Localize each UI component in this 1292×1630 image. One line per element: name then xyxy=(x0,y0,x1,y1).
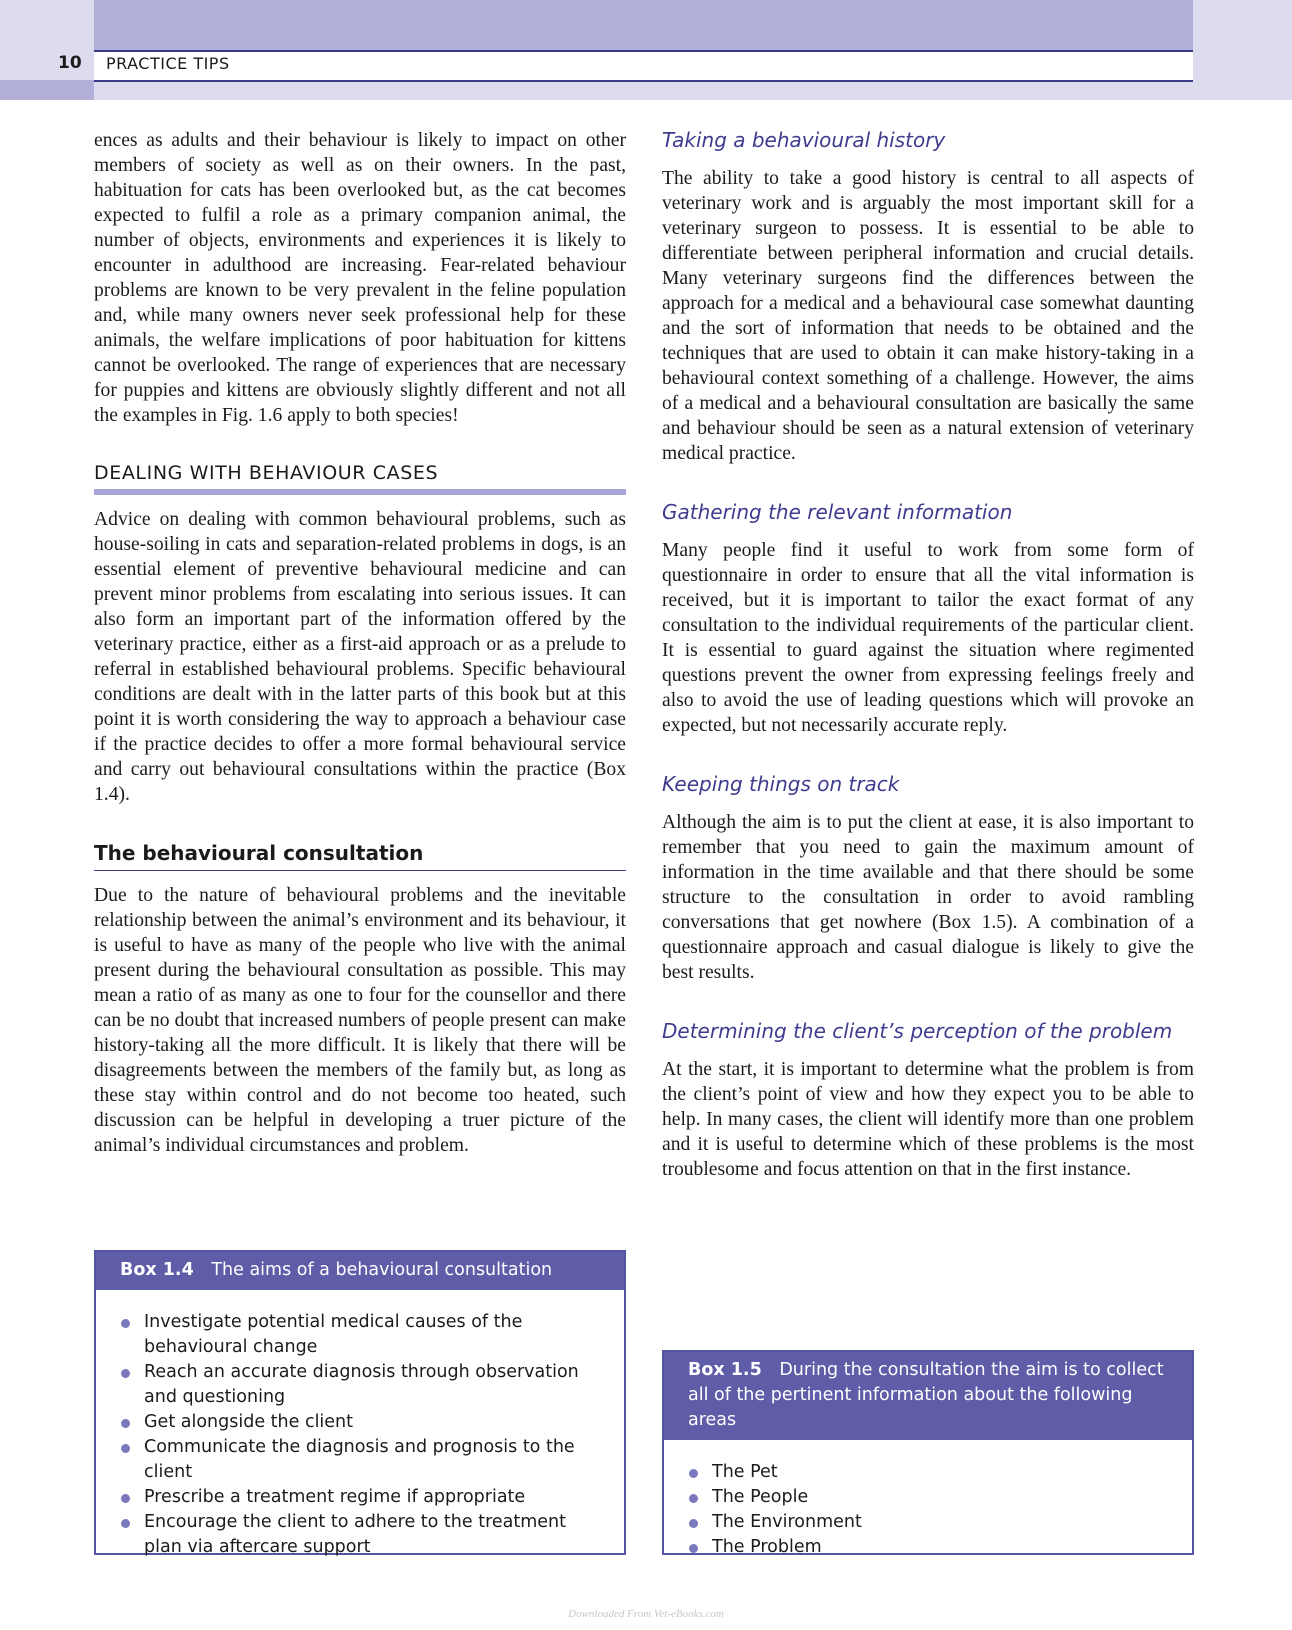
list-item: Get alongside the client xyxy=(120,1410,600,1435)
box-1-4-number: Box 1.4 xyxy=(120,1260,194,1280)
bullet-icon xyxy=(121,1419,130,1428)
left-column xyxy=(94,128,626,1158)
heading-taking-history: Taking a behavioural history xyxy=(662,128,946,152)
header-left-strip xyxy=(0,80,94,100)
bullet-icon xyxy=(689,1469,698,1478)
bullet-icon xyxy=(121,1519,130,1528)
paragraph-taking-history: The ability to take a good history is central to all aspects of veterinary work and is arguably the most important skill for a veterinary surgeon to possess. It is essential to be able to differentiate between peripheral information and crucial details. Many veterinary surgeons find the differences between the approach for a medical and a behavioural case somewhat daunting and the sort of information that needs to be obtained and the techniques that are used to obtain it can make history-taking in a behavioural context something of a challenge. However, the aims of a medical and a behavioural consultation are basically the same and behaviour should be seen as a natural extension of veterinary medical practice. xyxy=(662,168,1194,464)
heading-client-perception: Determining the client’s perception of the problem xyxy=(662,1019,1173,1043)
header-under-band xyxy=(94,82,1193,100)
list-item: The Pet xyxy=(688,1460,1168,1485)
box-1-5 xyxy=(662,1350,1194,1555)
subsection-heading: The behavioural consultation xyxy=(94,841,626,871)
header-right-band xyxy=(1193,0,1292,100)
box-1-4-header xyxy=(96,1252,624,1290)
box-1-4-title: The aims of a behavioural consultation xyxy=(211,1260,553,1280)
bullet-icon xyxy=(121,1444,130,1453)
list-item: The Problem xyxy=(688,1535,1168,1560)
section-paragraph: Advice on dealing with common behavioural problems, such as house-soiling in cats and separation-related problems in dogs, is an essential element of preventive behavioural medicine and can prevent minor problems from escalating into serious issues. It can also form an important part of the information offered by the veterinary practice, either as a first-aid approach or as a prelude to referral in established behavioural problems. Specific behavioural conditions are dealt with in the latter parts of this book but at this point it is worth considering the way to approach a behaviour case if the practice decides to offer a more formal behavioural service and carry out behavioural consultations within the practice (Box 1.4). xyxy=(94,509,626,805)
list-item: Reach an accurate diagnosis through observation and questioning xyxy=(120,1360,600,1410)
box-1-5-title: During the consultation the aim is to collect all of the pertinent information about the following areas xyxy=(688,1360,1164,1430)
intro-paragraph: ences as adults and their behaviour is likely to impact on other members of society as well as on their owners. In the past, habituation for cats has been overlooked but, as the cat becomes expected to fulfil a role as a primary companion animal, the number of objects, environments and experiences it is likely to encounter in adulthood are increasing. Fear-related behaviour problems are known to be very prevalent in the feline population and, while many owners never seek professional help for these animals, the welfare implications of poor habituation for kittens cannot be overlooked. The range of experiences that are necessary for puppies and kittens are obviously slightly different and not all the examples in Fig. 1.6 apply to both species! xyxy=(94,130,626,426)
box-1-5-header xyxy=(664,1352,1192,1440)
bullet-icon xyxy=(121,1319,130,1328)
heading-keeping-track: Keeping things on track xyxy=(662,772,900,796)
box-1-4-list xyxy=(96,1290,624,1578)
paragraph-gathering-info: Many people find it useful to work from some form of questionnaire in order to ensure that all the vital information is received, but it is important to tailor the exact format of any consultation to the individual requirements of the particular client. It is essential to guard against the situation where regimented questions prevent the owner from expressing feelings freely and also to avoid the use of leading questions which will provoke an expected, but not necessarily accurate reply. xyxy=(662,540,1194,736)
list-item: Communicate the diagnosis and prognosis to the client xyxy=(120,1435,600,1485)
header-band xyxy=(94,0,1193,52)
section-heading: DEALING WITH BEHAVIOUR CASES xyxy=(94,462,626,495)
heading-gathering-info: Gathering the relevant information xyxy=(662,500,1013,524)
list-item: The Environment xyxy=(688,1510,1168,1535)
bullet-icon xyxy=(689,1544,698,1553)
bullet-icon xyxy=(689,1494,698,1503)
list-item: Encourage the client to adhere to the treatment plan via aftercare support xyxy=(120,1510,600,1560)
paragraph-client-perception: At the start, it is important to determine what the problem is from the client’s point of view and how they expect you to be able to help. In many cases, the client will identify more than one problem and it is useful to determine which of these problems is the most troublesome and focus attention on that in the first instance. xyxy=(662,1059,1194,1180)
header-strip xyxy=(94,52,1193,82)
bullet-icon xyxy=(689,1519,698,1528)
subsection-paragraph: Due to the nature of behavioural problems and the inevitable relationship between the animal’s environment and its behaviour, it is useful to have as many of the people who live with the animal present during the behavioural consultation as possible. This may mean a ratio of as many as one to four for the counsellor and there can be no doubt that increased numbers of people present can make history-taking all the more difficult. It is likely that there will be disagreements between the members of the family but, as long as these stay within control and do not become too heated, such discussion can be helpful in developing a truer picture of the animal’s individual circumstances and problem. xyxy=(94,885,626,1156)
list-item: Prescribe a treatment regime if appropriate xyxy=(120,1485,600,1510)
bullet-icon xyxy=(121,1494,130,1503)
list-item: Investigate potential medical causes of the behavioural change xyxy=(120,1310,600,1360)
footer-watermark: Downloaded From Vet-eBooks.com xyxy=(568,1608,724,1620)
right-column xyxy=(662,128,1194,1182)
list-item: The People xyxy=(688,1485,1168,1510)
running-head: PRACTICE TIPS xyxy=(106,54,230,73)
box-1-5-list xyxy=(664,1440,1192,1578)
box-1-4 xyxy=(94,1250,626,1555)
paragraph-keeping-track: Although the aim is to put the client at ease, it is also important to remember that you need to gain the maximum amount of information in the time available and that there should be some structure to the consultation in order to avoid rambling conversations that get nowhere (Box 1.5). A combination of a questionnaire approach and casual dialogue is likely to give the best results. xyxy=(662,812,1194,983)
box-1-5-number: Box 1.5 xyxy=(688,1360,762,1380)
bullet-icon xyxy=(121,1369,130,1378)
page-number: 10 xyxy=(58,53,82,73)
